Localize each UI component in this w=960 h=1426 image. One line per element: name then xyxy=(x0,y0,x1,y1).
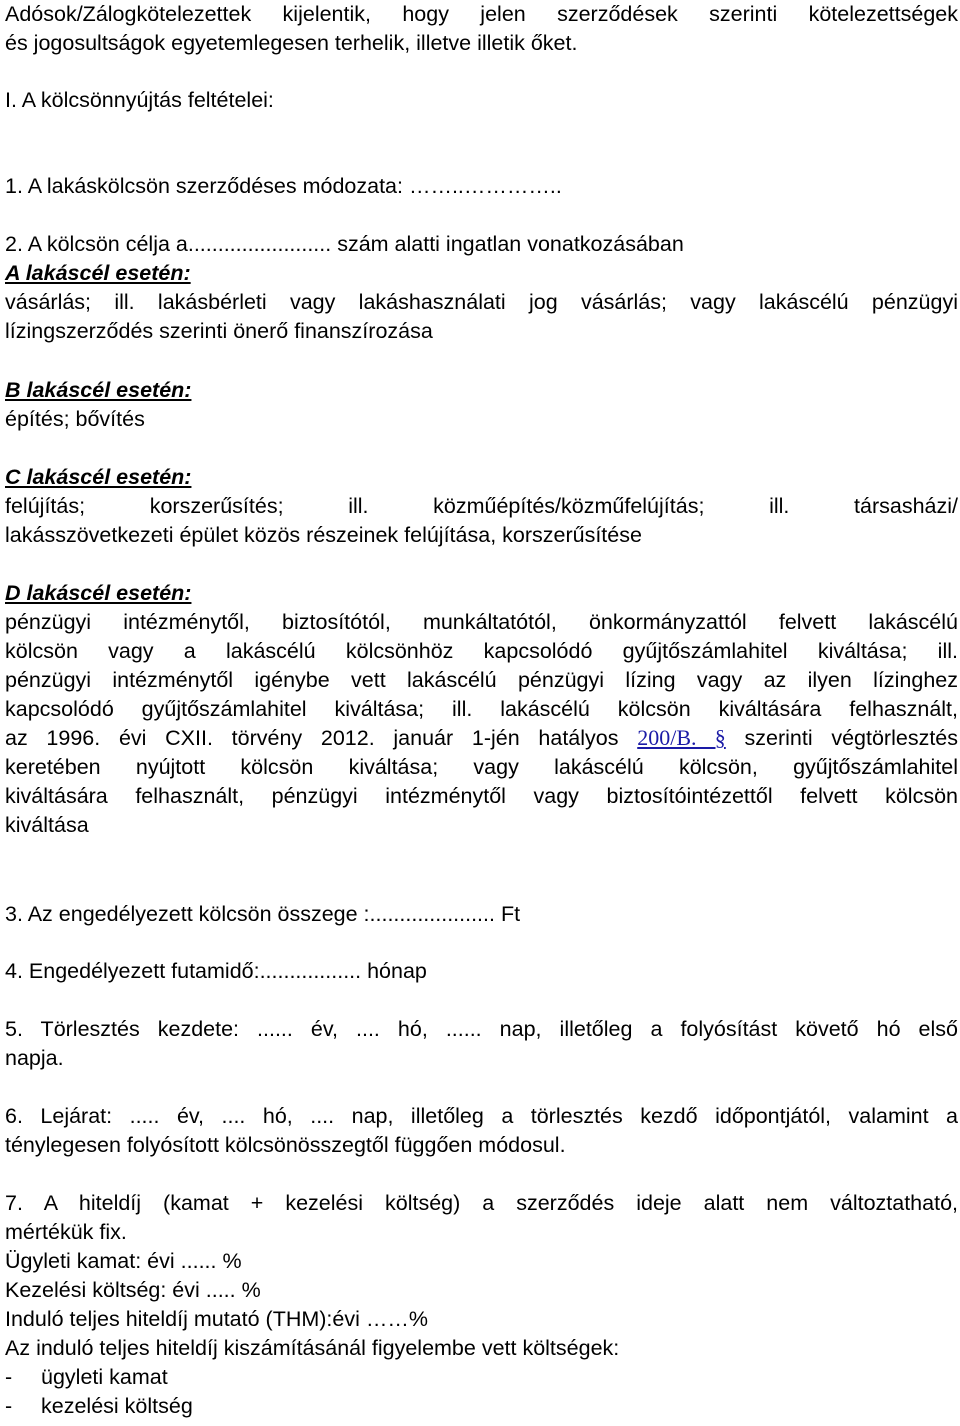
item-1-modozat: 1. A lakáskölcsön szerződéses módozata: ……..………….. xyxy=(5,174,562,198)
thm: Induló teljes hiteldíj mutató (THM):évi ……% xyxy=(5,1307,428,1331)
list-item-text: ügyleti kamat xyxy=(41,1365,168,1389)
heading-d-lakascel: D lakáscél esetén: xyxy=(5,581,192,605)
cel-d-line-8: kiváltása xyxy=(5,813,89,837)
intro-line-1: Adósok/Zálogkötelezettek kijelentik, hogy jelen szerződések szerinti kötelezettségek xyxy=(5,2,958,26)
list-dash: - xyxy=(5,1365,13,1389)
item-7-line-2: mértékük fix. xyxy=(5,1220,127,1244)
kezelesi-koltseg: Kezelési költség: évi ..... % xyxy=(5,1278,261,1302)
item-4-futamido: 4. Engedélyezett futamidő:................. hónap xyxy=(5,959,427,983)
koltsegek-heading: Az induló teljes hiteldíj kiszámításánál figyelembe vett költségek: xyxy=(5,1336,620,1360)
item-5-line-1: 5. Törlesztés kezdete: ...... év, .... hó, ...... nap, illetőleg a folyósítást követő hó első xyxy=(5,1017,958,1041)
list-dash: - xyxy=(5,1394,13,1418)
cel-d-line-5 xyxy=(5,724,958,752)
item-3-osszeg: 3. Az engedélyezett kölcsön összege :..................... Ft xyxy=(5,902,521,926)
cel-b-line-1: építés; bővítés xyxy=(5,407,145,431)
item-6-line-2: ténylegesen folyósított kölcsönösszegtől függően módosul. xyxy=(5,1133,566,1157)
cel-d-line-4: kapcsolódó gyűjtőszámlahitel kiváltása; ill. lakáscélú kölcsön kiváltására felhasznált, xyxy=(5,697,958,721)
ugyleti-kamat: Ügyleti kamat: évi ...... % xyxy=(5,1249,242,1273)
item-5-line-2: napja. xyxy=(5,1046,64,1070)
item-7-line-1: 7. A hiteldíj (kamat + kezelési költség) a szerződés ideje alatt nem változtatható, xyxy=(5,1191,958,1215)
cel-c-line-2: lakásszövetkezeti épület közös részeinek felújítása, korszerűsítése xyxy=(5,523,642,547)
list-item xyxy=(5,1392,958,1420)
cel-d-line-3: pénzügyi intézménytől igénybe vett lakáscélú pénzügyi lízing vagy az ilyen lízinghez xyxy=(5,668,958,692)
cel-a-line-2: lízingszerződés szerinti önerő finanszírozása xyxy=(5,319,433,343)
cel-a-line-1: vásárlás; ill. lakásbérleti vagy lakáshasználati jog vásárlás; vagy lakáscélú pénzügyi xyxy=(5,290,958,314)
section-title: I. A kölcsönnyújtás feltételei: xyxy=(5,88,274,112)
cel-d-line-5-before: az 1996. évi CXII. törvény 2012. január 1-jén hatályos xyxy=(5,726,619,750)
heading-b-lakascel: B lakáscél esetén: xyxy=(5,378,192,402)
law-section-link[interactable]: 200/B. § xyxy=(637,725,726,750)
cel-c-line-1: felújítás; korszerűsítés; ill. közműépítés/közműfelújítás; ill. társasházi/ xyxy=(5,494,958,518)
heading-a-lakascel: A lakáscél esetén: xyxy=(5,261,191,285)
cel-d-line-2: kölcsön vagy a lakáscélú kölcsönhöz kapcsolódó gyűjtőszámlahitel kiváltása; ill. xyxy=(5,639,958,663)
cel-d-line-1: pénzügyi intézménytől, biztosítótól, munkáltatótól, önkormányzattól felvett lakáscélú xyxy=(5,610,958,634)
cel-d-line-6: keretében nyújtott kölcsön kiváltása; vagy lakáscélú kölcsön, gyűjtőszámlahitel xyxy=(5,755,958,779)
cel-d-line-7: kiváltására felhasznált, pénzügyi intézménytől vagy biztosítóintézettől felvett kölcsön xyxy=(5,784,958,808)
intro-line-2: és jogosultságok egyetemlegesen terhelik, illetve illetik őket. xyxy=(5,31,578,55)
list-item-text: kezelési költség xyxy=(41,1394,193,1418)
item-6-line-1: 6. Lejárat: ..... év, .... hó, .... nap, illetőleg a törlesztés kezdő időpontjától, valamint a xyxy=(5,1104,958,1128)
list-item xyxy=(5,1363,958,1391)
heading-c-lakascel: C lakáscél esetén: xyxy=(5,465,192,489)
item-2-kolcson-celja: 2. A kölcsön célja a........................ szám alatti ingatlan vonatkozásában xyxy=(5,232,684,256)
cel-d-line-5-after: szerinti végtörlesztés xyxy=(744,726,959,750)
